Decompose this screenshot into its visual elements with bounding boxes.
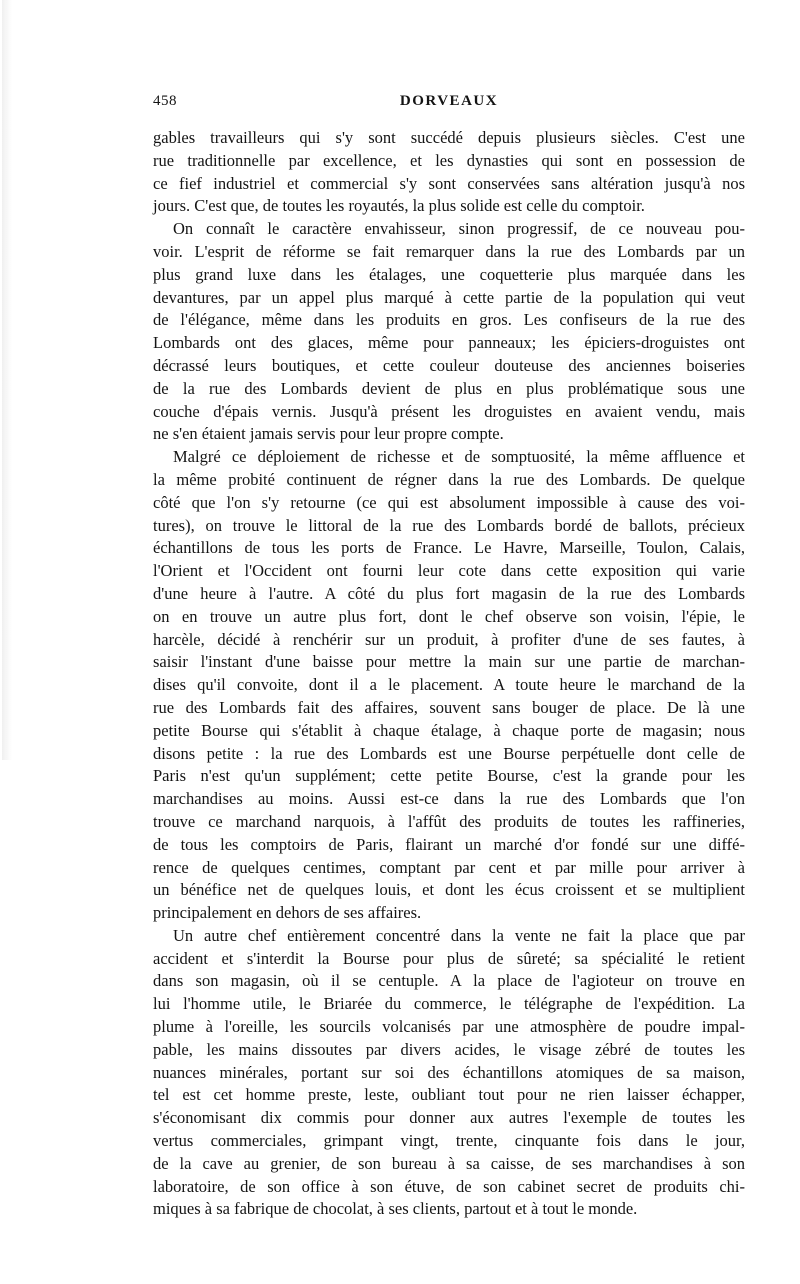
text-line: petite Bourse qui s'établit à chaque étalage, à chaque porte de magasin; nous [153, 720, 745, 740]
text-line: côté que l'on s'y retourne (ce qui est absolument impossible à cause des voi- [153, 492, 745, 512]
text-line: de la rue des Lombards devient de plus en plus problématique sous une [153, 378, 745, 398]
text-line: un bénéfice net de quelques louis, et dont les écus croissent et se multiplient [153, 880, 745, 900]
paragraph [153, 218, 745, 446]
page-header [153, 93, 745, 113]
text-line: ce fief industriel et commercial s'y sont conservées sans altération jusqu'à nos [153, 173, 745, 193]
text-line: tel est cet homme preste, leste, oubliant tout pour ne rien laisser échapper, [153, 1085, 745, 1105]
paragraph [153, 446, 745, 925]
text-line: de l'élégance, même dans les produits en gros. Les confiseurs de la rue des [153, 310, 745, 330]
paragraph [153, 925, 745, 1221]
text-line: Lombards ont des glaces, même pour panneaux; les épiciers-droguistes ont [153, 333, 745, 353]
text-line: Malgré ce déploiement de richesse et de somptuosité, la même affluence et [173, 447, 745, 467]
text-line: l'Orient et l'Occident ont fourni leur cote dans cette exposition qui varie [153, 561, 745, 581]
text-line: ne s'en étaient jamais servis pour leur propre compte. [153, 424, 504, 444]
text-line: marchandises au moins. Aussi est-ce dans la rue des Lombards que l'on [153, 789, 745, 809]
text-line: la même probité continuent de régner dans la rue des Lombards. De quelque [153, 469, 745, 489]
text-line: plus grand luxe dans les étalages, une coquetterie plus marquée dans les [153, 264, 745, 284]
text-line: on en trouve un autre plus fort, dont le chef observe son voisin, l'épie, le [153, 606, 745, 626]
text-line: accident et s'interdit la Bourse pour plus de sûreté; sa spécialité le retient [153, 948, 745, 968]
text-line: laboratoire, de son office à son étuve, de son cabinet secret de produits chi- [153, 1176, 745, 1196]
page-edge-shadow [2, 0, 12, 760]
text-line: d'une heure à l'autre. A côté du plus fort magasin de la rue des Lombards [153, 583, 745, 603]
text-line: trouve ce marchand narquois, à l'affût des produits de toutes les raffineries, [153, 811, 745, 831]
text-line: décrassé leurs boutiques, et cette couleur douteuse des anciennes boiseries [153, 355, 745, 375]
text-line: pable, les mains dissoutes par divers acides, le visage zébré de toutes les [153, 1039, 745, 1059]
text-line: disons petite : la rue des Lombards est une Bourse perpétuelle dont celle de [153, 743, 745, 763]
text-line: On connaît le caractère envahisseur, sinon progressif, de ce nouveau pou- [173, 219, 745, 239]
text-line: échantillons de tous les ports de France. Le Havre, Marseille, Toulon, Calais, [153, 538, 745, 558]
text-line: lui l'homme utile, le Briarée du commerce, le télégraphe de l'expédition. La [153, 994, 745, 1014]
text-line: devantures, par un appel plus marqué à cette partie de la population qui veut [153, 287, 745, 307]
text-line: s'économisant dix commis pour donner aux autres l'exemple de toutes les [153, 1108, 745, 1128]
text-line: gables travailleurs qui s'y sont succédé depuis plusieurs siècles. C'est une [153, 128, 745, 147]
text-line: tures), on trouve le littoral de la rue des Lombards bordé de ballots, précieux [153, 515, 745, 535]
text-line: jours. C'est que, de toutes les royautés, la plus solide est celle du comptoir. [153, 196, 645, 216]
text-line: miques à sa fabrique de chocolat, à ses clients, partout et à tout le monde. [153, 1199, 638, 1219]
paragraph [153, 127, 745, 218]
text-line: nuances minérales, portant sur soi des échantillons atomiques de sa maison, [153, 1062, 745, 1082]
text-line: vertus commerciales, grimpant vingt, trente, cinquante fois dans le jour, [153, 1131, 745, 1151]
text-line: principalement en dehors de ses affaires. [153, 903, 422, 923]
text-line: voir. L'esprit de réforme se fait remarquer dans la rue des Lombards par un [153, 241, 745, 261]
page-number: 458 [153, 93, 177, 109]
text-line: de tous les comptoirs de Paris, flairant un marché d'or fondé sur une diffé- [153, 834, 745, 854]
body-text [153, 127, 745, 1221]
text-line: couche d'épais vernis. Jusqu'à présent les droguistes en avaient vendu, mais [153, 401, 745, 421]
text-line: Un autre chef entièrement concentré dans la vente ne fait la place que par [173, 925, 745, 945]
text-line: rue des Lombards fait des affaires, souvent sans bouger de place. De là une [153, 697, 745, 717]
text-line: saisir l'instant d'une baisse pour mettre la main sur une partie de marchan- [153, 652, 745, 672]
text-line: rue traditionnelle par excellence, et les dynasties qui sont en possession de [153, 150, 745, 170]
text-line: de la cave au grenier, de son bureau à sa caisse, de ses marchandises à son [153, 1153, 745, 1173]
text-line: dans son magasin, où il se centuple. A la place de l'agioteur on trouve en [153, 971, 745, 991]
text-line: rence de quelques centimes, comptant par cent et par mille pour arriver à [153, 857, 745, 877]
text-line: Paris n'est qu'un supplément; cette petite Bourse, c'est la grande pour les [153, 766, 745, 786]
running-head: DORVEAUX [399, 93, 499, 109]
text-line: harcèle, décidé à renchérir sur un produit, à profiter d'une de ses fautes, à [153, 629, 745, 649]
text-line: dises qu'il convoite, dont il a le placement. A toute heure le marchand de la [153, 675, 745, 695]
text-line: plume à l'oreille, les sourcils volcanisés par une atmosphère de poudre impal- [153, 1017, 745, 1037]
